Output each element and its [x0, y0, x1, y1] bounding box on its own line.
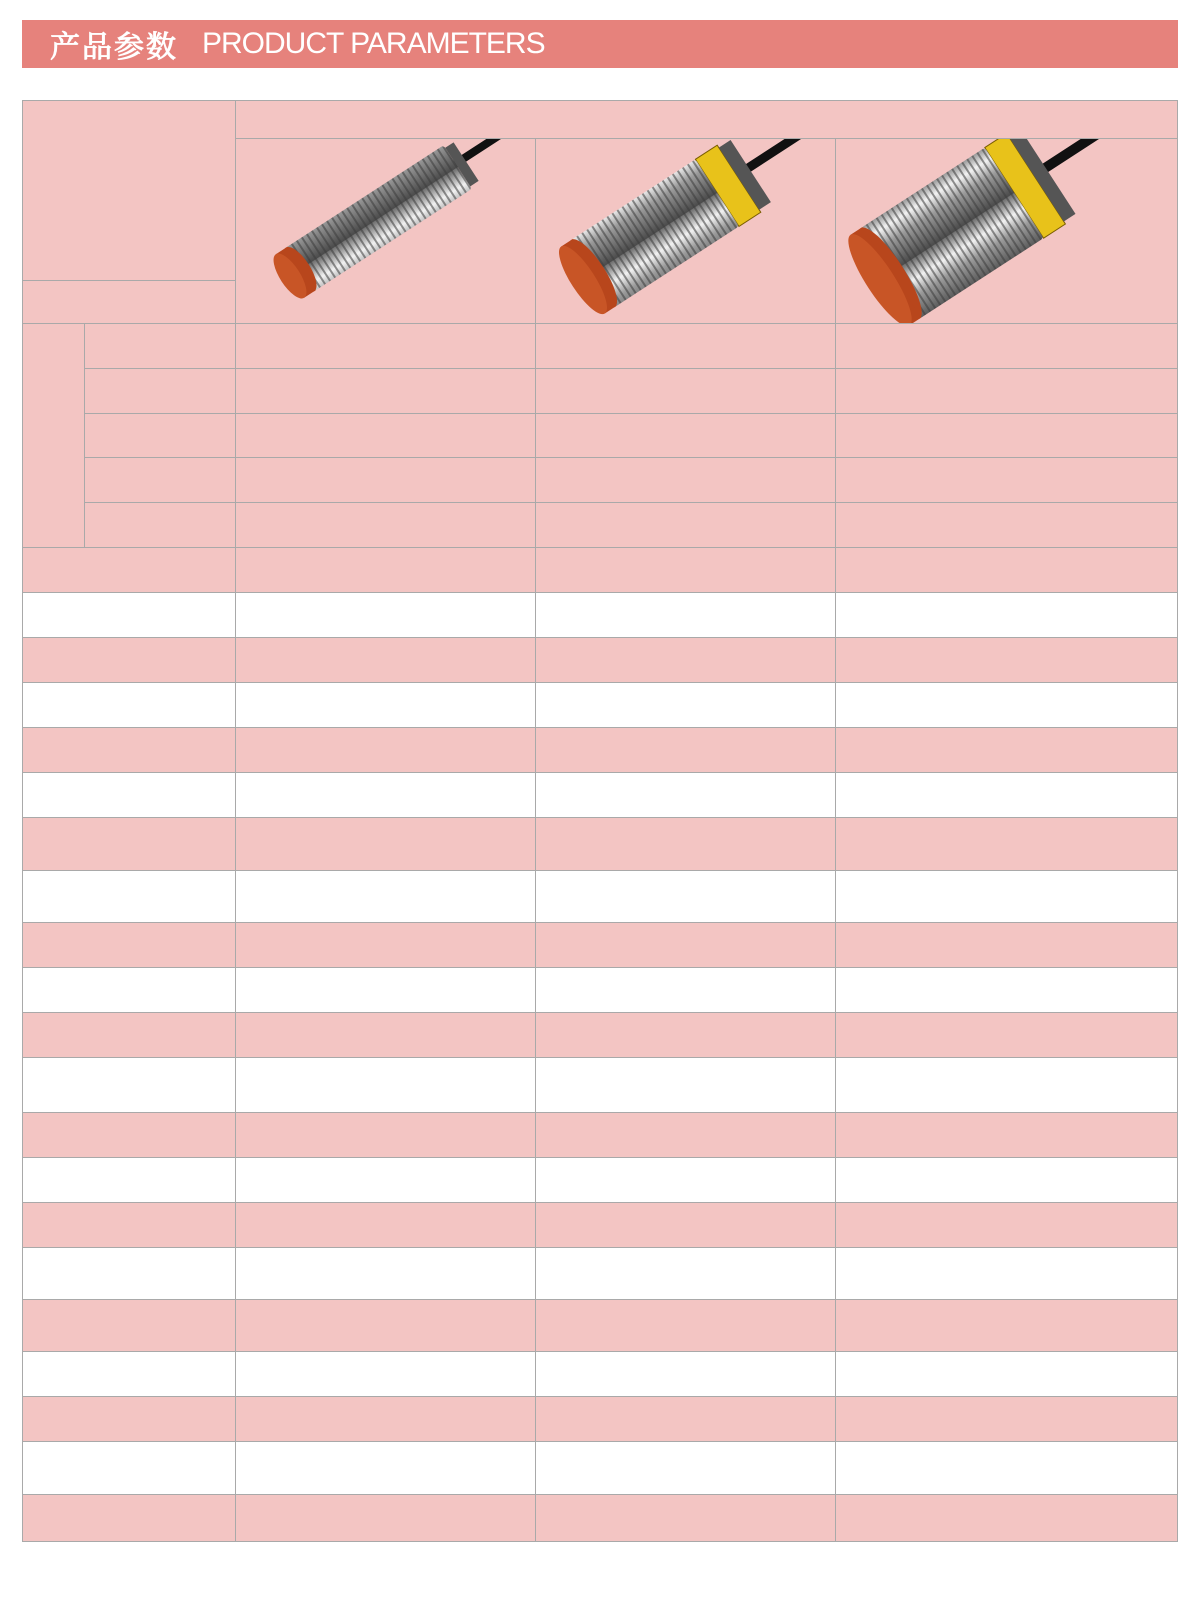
spec-value	[535, 1299, 849, 1351]
spec-value	[835, 1157, 1194, 1202]
grid-line	[22, 727, 1178, 728]
spec-label	[22, 682, 255, 727]
section-header-banner	[22, 20, 1178, 68]
spec-value	[535, 1202, 851, 1247]
spec-value	[235, 1157, 551, 1202]
grid-line	[22, 1299, 1178, 1300]
model-number	[535, 457, 851, 502]
spec-value	[535, 922, 851, 967]
model-number	[835, 502, 1194, 547]
group-header	[235, 100, 1178, 138]
grid-line	[22, 1012, 1178, 1013]
spec-value	[835, 772, 1194, 817]
spec-value	[235, 922, 551, 967]
spec-label	[22, 772, 255, 817]
model-number	[835, 323, 1194, 368]
spec-value	[535, 727, 851, 772]
spec-value	[835, 1494, 1194, 1541]
spec-value	[235, 870, 549, 922]
spec-label	[22, 817, 255, 870]
spec-value	[235, 727, 551, 772]
spec-value	[835, 682, 1194, 727]
model-number	[835, 457, 1194, 502]
spec-label	[22, 967, 255, 1012]
grid-line	[22, 1247, 1178, 1248]
grid-line	[22, 323, 1178, 324]
grid-line	[22, 592, 1178, 593]
grid-line	[22, 1057, 1178, 1058]
model-number	[835, 368, 1194, 413]
spec-value	[535, 1494, 851, 1541]
appearance-label	[22, 100, 255, 280]
grid-line	[22, 1396, 1178, 1397]
spec-value	[835, 1441, 1182, 1494]
model-number	[235, 413, 551, 457]
spec-value	[835, 547, 1194, 592]
spec-label	[22, 592, 255, 637]
spec-label	[22, 1351, 255, 1396]
spec-value	[835, 727, 1194, 772]
spec-label	[22, 1441, 255, 1494]
spec-label	[22, 1396, 255, 1441]
model-number	[235, 502, 551, 547]
spec-value	[535, 682, 851, 727]
grid-line	[535, 138, 536, 1541]
spec-value	[835, 1396, 1194, 1441]
spec-value	[535, 967, 851, 1012]
spec-label	[22, 547, 255, 592]
spec-value	[835, 592, 1194, 637]
spec-value	[235, 1202, 551, 1247]
spec-value	[535, 1351, 851, 1396]
spec-value	[835, 817, 1192, 870]
spec-label	[22, 1494, 255, 1541]
spec-label	[22, 922, 255, 967]
model-number	[235, 368, 551, 413]
grid-line	[22, 1112, 1178, 1113]
spec-label	[22, 1202, 255, 1247]
spec-value	[235, 1351, 551, 1396]
spec-value	[535, 592, 851, 637]
header-title-cn: 产品参数	[50, 30, 178, 65]
grid-line	[22, 547, 1178, 548]
grid-line	[84, 413, 1178, 414]
grid-line	[22, 637, 1178, 638]
spec-value	[535, 1247, 849, 1299]
grid-line	[235, 100, 236, 1541]
spec-value	[835, 1112, 1194, 1157]
sensor-image	[235, 138, 535, 323]
spec-value	[235, 1441, 549, 1494]
grid-line	[84, 368, 1178, 369]
spec-label	[22, 870, 255, 922]
output-mode-name	[84, 413, 257, 457]
spec-value	[235, 1112, 551, 1157]
spec-label	[22, 1299, 255, 1351]
grid-line	[84, 457, 1178, 458]
spec-value	[535, 817, 849, 870]
output-mode-name	[84, 457, 257, 502]
spec-label	[22, 727, 255, 772]
spec-label	[22, 1112, 255, 1157]
spec-value	[235, 772, 551, 817]
spec-value	[235, 547, 551, 592]
grid-line	[22, 870, 1178, 871]
grid-line	[22, 817, 1178, 818]
spec-value	[535, 547, 851, 592]
spec-value	[235, 1247, 549, 1299]
grid-line	[22, 1157, 1178, 1158]
grid-line	[22, 772, 1178, 773]
item-label	[22, 280, 255, 323]
spec-value	[835, 1012, 1194, 1057]
spec-value	[235, 592, 551, 637]
grid-line	[22, 100, 23, 1541]
spec-value	[235, 637, 551, 682]
grid-line	[84, 502, 1178, 503]
model-number	[835, 413, 1194, 457]
output-mode-name	[84, 502, 249, 547]
model-number	[235, 457, 551, 502]
sensor-image	[535, 138, 835, 323]
model-number	[535, 323, 851, 368]
grid-line	[835, 138, 836, 1541]
grid-line	[84, 323, 85, 547]
spec-value	[535, 772, 851, 817]
spec-value	[835, 1057, 1192, 1112]
spec-value	[535, 1057, 849, 1112]
spec-value	[535, 870, 849, 922]
spec-value	[235, 1494, 551, 1541]
model-number	[235, 323, 551, 368]
spec-label	[22, 1247, 255, 1299]
spec-label	[22, 1012, 255, 1057]
output-mode-name	[84, 323, 257, 368]
spec-value	[835, 1299, 1192, 1351]
grid-line	[22, 1202, 1178, 1203]
grid-line	[22, 100, 1178, 101]
grid-line	[22, 1494, 1178, 1495]
spec-label	[22, 1057, 255, 1112]
spec-value	[535, 1012, 851, 1057]
spec-value	[235, 1396, 551, 1441]
grid-line	[1177, 100, 1178, 1541]
spec-value	[835, 922, 1194, 967]
spec-value	[235, 1012, 551, 1057]
spec-value	[535, 637, 851, 682]
grid-line	[22, 967, 1178, 968]
sensor-image	[835, 138, 1135, 323]
spec-value	[235, 967, 551, 1012]
grid-line	[22, 1541, 1178, 1542]
spec-value	[235, 682, 551, 727]
spec-value	[835, 1247, 1192, 1299]
model-number	[535, 413, 851, 457]
output-mode-label	[22, 333, 82, 533]
spec-value	[535, 1157, 851, 1202]
spec-label	[22, 1157, 255, 1202]
model-number	[535, 368, 851, 413]
spec-value	[835, 967, 1194, 1012]
grid-line	[22, 1351, 1178, 1352]
spec-value	[235, 817, 549, 870]
spec-value	[235, 1299, 551, 1351]
model-number	[535, 502, 851, 547]
spec-value	[535, 1112, 851, 1157]
spec-value	[835, 1202, 1194, 1247]
spec-value	[535, 1396, 851, 1441]
spec-label	[22, 637, 255, 682]
grid-line	[235, 138, 1178, 139]
spec-value	[535, 1441, 839, 1494]
header-title-en: PRODUCT PARAMETERS	[202, 27, 545, 60]
grid-line	[22, 922, 1178, 923]
parameter-table	[22, 100, 1178, 1542]
spec-value	[835, 870, 1192, 922]
spec-value	[235, 1057, 551, 1112]
spec-value	[835, 1351, 1194, 1396]
spec-value	[835, 637, 1194, 682]
grid-line	[22, 682, 1178, 683]
grid-line	[22, 280, 235, 281]
grid-line	[22, 1441, 1178, 1442]
output-mode-name	[84, 368, 257, 413]
